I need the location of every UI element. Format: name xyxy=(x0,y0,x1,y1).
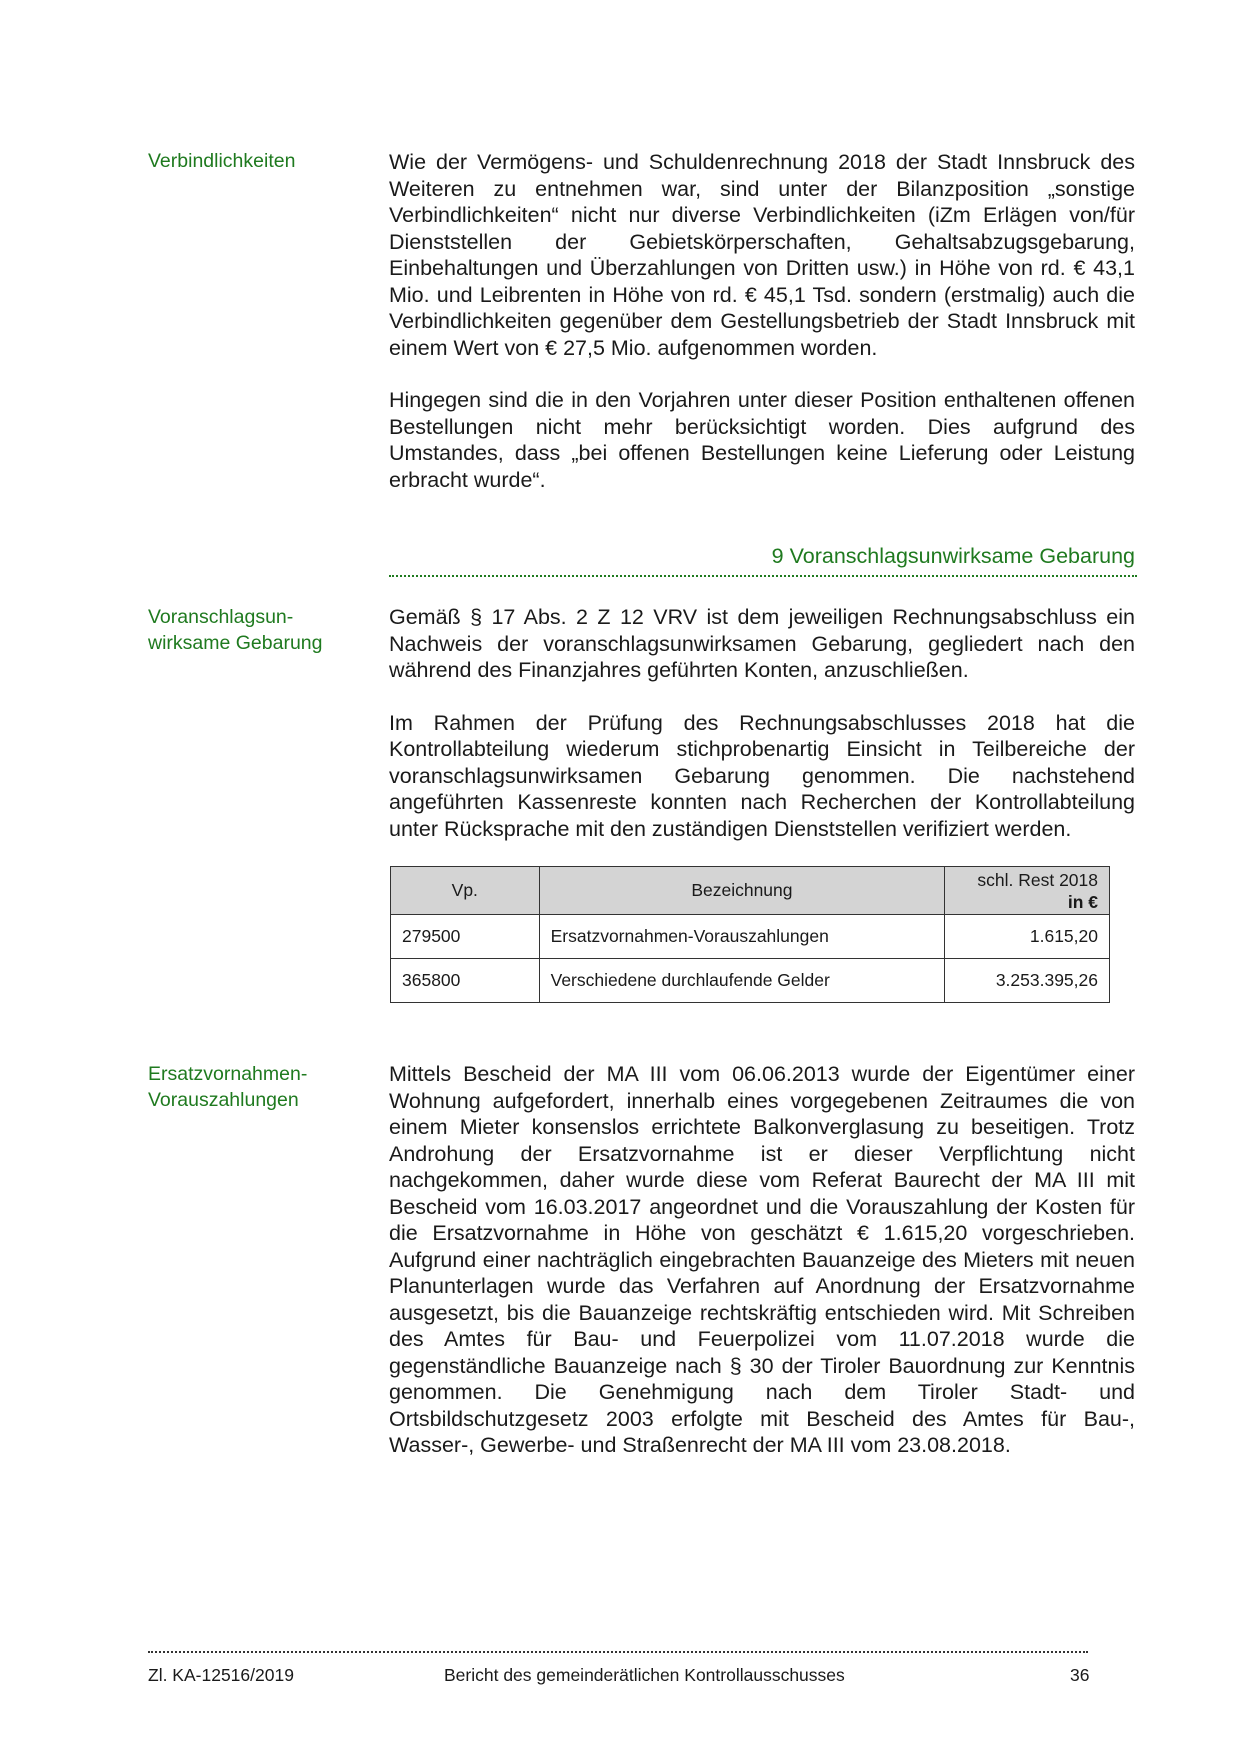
column-header-rest-line2: in € xyxy=(1067,891,1098,912)
margin-label-voranschlagsunwirksame-gebarung xyxy=(148,604,348,656)
section-ersatzvornahmen-vorauszahlungen xyxy=(389,1061,1135,1459)
margin-label-line: Vorauszahlungen xyxy=(148,1089,299,1111)
section-divider xyxy=(389,575,1137,577)
cell-rest: 1.615,20 xyxy=(945,915,1110,959)
paragraph: Mittels Bescheid der MA III vom 06.06.2013 wurde der Eigentümer einer Wohnung aufgefordert, innerhalb eines vorgegebenen Zeitraumes die von einem Mieter konsenslos errichtete Balkonverglasung zu beseitigen. Trotz Androhung der Ersatzvornahme ist er dieser Verpflichtung nicht nachgekommen, daher wurde diese vom Referat Baurecht der MA III mit Bescheid vom 16.03.2017 angeordnet und die Vorauszahlung der Kosten für die Ersatzvornahme in Höhe von geschätzt € 1.615,20 vorgeschrieben. Aufgrund einer nachträglich eingebrachten Bauanzeige des Mieters mit neuen Planunterlagen wurde das Verfahren auf Anordnung der Ersatzvornahme ausgesetzt, bis die Bauanzeige rechtskräftig entschieden wird. Mit Schreiben des Amtes für Bau- und Feuerpolizei vom 11.07.2018 wurde die gegenständliche Bauanzeige nach § 30 der Tiroler Bauordnung zur Kenntnis genommen. Die Genehmigung nach dem Tiroler Stadt- und Ortsbildschutzgesetz 2003 erfolgte mit Bescheid des Amtes für Bau-, Wasser-, Gewerbe- und Straßenrecht der MA III vom 23.08.2018. xyxy=(389,1062,1135,1457)
table-header-row xyxy=(391,867,1110,915)
margin-label-line: Ersatzvornahmen- xyxy=(148,1063,308,1085)
paragraph: Hingegen sind die in den Vorjahren unter dieser Position enthaltenen offenen Bestellungen nicht mehr berücksichtigt worden. Dies aufgrund des Umstandes, dass „bei offenen Bestellungen keine Lieferung oder Leistung erbracht wurde“. xyxy=(389,388,1135,492)
section-heading: 9 Voranschlagsunwirksame Gebarung xyxy=(771,544,1135,568)
paragraph: Im Rahmen der Prüfung des Rechnungsabschlusses 2018 hat die Kontrollabteilung wiederum stichprobenartig Einsicht in Teilbereiche der voranschlagsunwirksamen Gebarung genommen. Die nachstehend angeführten Kassenreste konnten nach Recherchen der Kontrollabteilung unter Rücksprache mit den zuständigen Dienststellen verifiziert werden. xyxy=(389,710,1135,841)
column-header-bezeichnung: Bezeichnung xyxy=(539,867,945,915)
margin-label-line: Verbindlichkeiten xyxy=(148,150,296,172)
paragraph: Wie der Vermögens- und Schuldenrechnung 2018 der Stadt Innsbruck des Weiteren zu entnehmen war, sind unter der Bilanzposition „sonstige Verbindlichkeiten“ nicht nur diverse Verbindlichkeiten (iZm Erlägen von/für Dienststellen der Gebietskörperschaften, Gehaltsabzugsgebarung, Einbehaltungen und Überzahlungen von Dritten usw.) in Höhe von rd. € 43,1 Mio. und Leibrenten in Höhe von rd. € 45,1 Tsd. sondern (erstmalig) auch die Verbindlichkeiten gegenüber dem Gestellungsbetrieb der Stadt Innsbruck mit einem Wert von € 27,5 Mio. aufgenommen worden. xyxy=(389,150,1135,360)
table-row xyxy=(391,915,1110,959)
page-number: 36 xyxy=(1070,1665,1090,1685)
footer-title: Bericht des gemeinderätlichen Kontrollausschusses xyxy=(444,1665,845,1685)
section-verbindlichkeiten xyxy=(389,149,1135,493)
section-voranschlagsunwirksame-gebarung xyxy=(389,604,1135,842)
margin-label-line: wirksame Gebarung xyxy=(148,632,323,654)
paragraph: Gemäß § 17 Abs. 2 Z 12 VRV ist dem jeweiligen Rechnungsabschluss ein Nachweis der voranschlagsunwirksamen Gebarung, gegliedert nach den während des Finanzjahres geführten Konten, anzuschließen. xyxy=(389,605,1135,682)
cell-vp: 279500 xyxy=(391,915,540,959)
column-header-rest-line1: schl. Rest 2018 xyxy=(977,869,1098,890)
margin-label-verbindlichkeiten xyxy=(148,148,348,174)
column-header-vp: Vp. xyxy=(391,867,540,915)
column-header-rest xyxy=(945,867,1110,915)
footer-divider xyxy=(148,1651,1088,1653)
table-row xyxy=(391,959,1110,1003)
margin-label-line: Voranschlagsun- xyxy=(148,606,294,628)
margin-label-ersatzvornahmen-vorauszahlungen xyxy=(148,1061,348,1113)
cell-vp: 365800 xyxy=(391,959,540,1003)
cell-rest: 3.253.395,26 xyxy=(945,959,1110,1003)
kassenreste-table xyxy=(390,866,1110,1003)
footer-reference: Zl. KA-12516/2019 xyxy=(148,1665,294,1685)
cell-bezeichnung: Verschiedene durchlaufende Gelder xyxy=(539,959,945,1003)
cell-bezeichnung: Ersatzvornahmen-Vorauszahlungen xyxy=(539,915,945,959)
